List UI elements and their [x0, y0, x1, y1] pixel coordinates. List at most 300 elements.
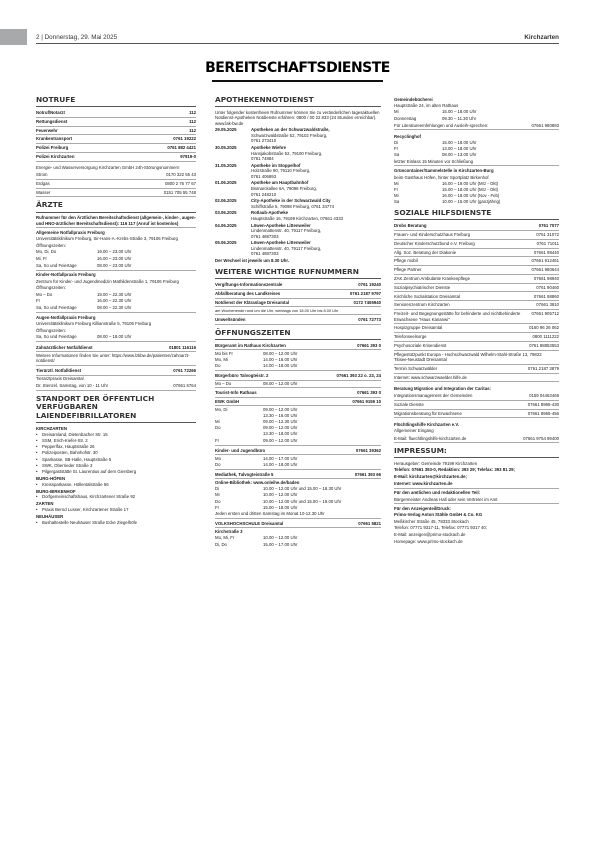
info-row	[394, 249, 559, 258]
defi-location: • Polizeiposten, Bahnhofstr. 30	[36, 450, 196, 456]
time-hours: 10.00 – 15.00 Uhr (ganzjährig)	[442, 199, 501, 205]
time-day: Do	[215, 425, 221, 431]
tier-doc-row: Dr. Stenzel, Samstag, von 10 - 11 Uhr 07661 5764	[36, 382, 196, 391]
impressum-verant: Für den amtlichen und redaktionellen Teil:	[394, 490, 481, 496]
augen-oz: Öffnungszeiten:	[36, 327, 67, 333]
oeffnung-heading: ÖFFNUNGSZEITEN	[215, 329, 381, 340]
info-row	[394, 266, 559, 275]
vhs-times	[215, 535, 381, 547]
row-value: 0761 882 4421	[167, 145, 196, 151]
defi-heading: STANDORT DER ÖFFENTLICH VERFÜGBAREN LAIENDEFIBRILLATOREN	[36, 395, 196, 423]
row-value	[555, 375, 559, 381]
info-row	[394, 231, 559, 240]
time-hours: 13.30 – 18.00 Uhr	[263, 431, 298, 437]
apotheke-line: Schiffstraße 5, 79098 Freiburg, 0761 34774	[251, 203, 335, 209]
row-label: Pflege mobil	[394, 258, 418, 264]
time-day: Di	[215, 486, 220, 492]
time-row	[36, 305, 196, 312]
time-hours: 14.00 – 17.00 Uhr	[263, 455, 298, 461]
row-label: Pflegestützpunkt Europa - Hochschwarzwald Wilhelm-Stahl-Straße 13, 79822 Titisee-Neustadt Dreisamtal	[394, 351, 542, 363]
info-row	[36, 153, 196, 162]
info-row	[394, 392, 559, 401]
apotheke-details	[251, 163, 381, 180]
row-label: Rettungsdienst	[36, 118, 68, 124]
time-day: Mo, Mi	[215, 356, 228, 362]
time-hours: 09.00 – 12.00 Uhr	[263, 425, 298, 431]
gruen-times	[394, 181, 559, 206]
time-hours: 19.00 – 23.00 Uhr	[97, 249, 132, 255]
row-label: Vergiftungs-Informationszentrale	[215, 282, 283, 288]
buerger2-time: Mo – Do 08.00 – 12.00 Uhr	[215, 381, 381, 388]
apotheke-date: 30.05.2025	[215, 144, 237, 150]
time-hours: 14.00 – 16.00 Uhr	[263, 356, 298, 362]
time-day: Donnerstag	[394, 115, 417, 121]
apotheke-date: 31.05.2025	[215, 162, 237, 168]
info-row	[394, 257, 559, 266]
row-label: Polizei Freiburg	[36, 145, 69, 151]
impressum-line: E-Mail: kirchzarten@kirchzarten.de;	[394, 473, 467, 479]
verlag-line: Homepage: www.primo-stockach.de	[394, 538, 463, 544]
kinder-oz: Öffnungszeiten:	[36, 285, 67, 291]
verlag-lines	[394, 505, 559, 544]
apotheken-note: Der Wechsel ist jeweils um 8.30 Uhr.	[215, 257, 289, 263]
notrufe-heading: NOTRUFE	[36, 96, 196, 107]
row-label: Wasser	[36, 189, 51, 195]
apotheke-line: City-Apotheke in der Schwarzwald City	[251, 198, 331, 204]
apotheke-line: Apotheke im Stoppelhof	[251, 162, 301, 168]
tier-row: Tierärztl. Notfalldienst 0761 72266	[36, 367, 196, 376]
impressum-lines	[394, 460, 559, 488]
gemeinde-tel-row: Für Literatureemfehlungen und Ausleih-sprechen: 07661 980893	[394, 122, 559, 131]
time-hours: 10.00 – 12.00 Uhr und 15.00 – 18.30 Uhr	[263, 486, 342, 492]
row-label: Hospizgruppe Dreisamtal	[394, 325, 443, 331]
time-hours: 15.00 – 17.00 Uhr	[263, 541, 298, 547]
page-info: 2 | Donnerstag, 29. Mai 2025	[36, 34, 118, 41]
aerzte-intro: Rufnummer für den Ärztlichen Bereitschaftsdienst (allgemein-, kinder-, augen- und HNO-ärztlicher Bereitschaftsdienst): 116 117 (Anruf ist kostenlos)	[36, 215, 196, 229]
time-hours: 13.00 – 18.00 Uhr	[442, 146, 477, 152]
apotheke-line: Apotheken an der Schwarzwaldstraße,	[251, 127, 330, 133]
row-label: Allg. Soz. Beratung der Diakonie	[394, 249, 457, 255]
row-label: Notruf/Notarzt	[36, 110, 65, 116]
defi-group-name: BURG-BIRKENHOF	[36, 488, 76, 494]
allg-oz: Öffnungszeiten:	[36, 242, 67, 248]
flucht-mail-row: E-Mail: fluechtlingshilfe-kirchzarten.de 07661 9754 99400	[394, 435, 559, 444]
page-header	[0, 29, 595, 45]
info-row	[394, 401, 559, 410]
row-value: 07661 98440	[533, 249, 559, 255]
info-row	[394, 324, 559, 333]
row-value: 0800 2 76 77 67	[164, 181, 196, 187]
info-row	[36, 118, 196, 127]
apotheke-date: 05.06.2025	[215, 240, 237, 246]
bib-note: Jeden ersten und dritten Samstag im Monat 10-12.30 Uhr	[215, 511, 381, 519]
info-row	[394, 310, 559, 324]
time-hours: 15.00 – 18.00 Uhr (Mrz - Okt)	[442, 187, 499, 193]
time-hours: 15.00 – 18.00 Uhr	[442, 109, 477, 115]
migration-list	[394, 392, 559, 418]
row-value: 97919-0	[180, 153, 196, 159]
apotheke-date: 04.06.2025	[215, 222, 237, 228]
kinder-title: Kinder-Notfallpraxis Freiburg	[36, 272, 96, 278]
time-hours: 08.00 – 12.00 Uhr	[263, 350, 298, 356]
defi-group-name: ZARTEN	[36, 501, 54, 507]
time-day: Mo bis Fr	[215, 350, 233, 356]
apotheke-line: 0761 273410	[251, 138, 277, 144]
info-row	[36, 180, 196, 189]
page-title: BEREITSCHAFTSDIENSTE	[205, 60, 390, 76]
time-row	[215, 363, 381, 369]
kinderbuero-times	[215, 455, 381, 469]
row-label: Krankentransport	[36, 136, 73, 142]
row-label: Termin Schwarzwälder	[394, 366, 438, 372]
column-right	[394, 96, 559, 545]
defi-group-name: KIRCHZARTEN	[36, 425, 68, 431]
time-hours: 09.00 – 12.30 Uhr	[263, 419, 298, 425]
gemeinde-address: Hauptstraße 24, im alten Rathaus	[394, 103, 459, 109]
row-label: Frauen- und Kinderschutzhaus Freiburg	[394, 232, 470, 238]
apotheke-line: Hauptstraße 16, 79199 Kirchzarten, 07661 4333	[251, 215, 343, 221]
recycling-note: letzter Einlass 15 Minuten vor Schließung	[394, 158, 559, 166]
defi-location: • Pilgergaststätte St. Laurentius auf dem Giersberg	[36, 469, 196, 475]
kinder-address: Zentrum für Kinder- und Jugendmedizin Mathildenstraße 1, 79106 Freiburg	[36, 278, 179, 284]
augen-times	[36, 334, 196, 343]
info-row	[394, 240, 559, 249]
time-row	[36, 249, 196, 256]
apotheke-details	[251, 223, 381, 240]
apotheke-line: Lindenmattenstr. 40, 79117 Freiburg,	[251, 245, 322, 251]
augen-address: Universitätsklinikum Freiburg Killianstraße 5, 79106 Freiburg	[36, 321, 152, 327]
notrufe-list	[36, 109, 196, 162]
row-label: ZAK Zentrum Ambulante Krankenpflege	[394, 275, 470, 281]
kinderbuero-row: Kinder- und Jugendbüro 07661 39362	[215, 447, 381, 456]
apotheke-entry	[215, 144, 381, 162]
info-row	[36, 135, 196, 144]
apotheken-intro: Unter folgender kostenfreien Rufnummer können Sie zu veränderlichen tagesaktuellen Notdienst-Apotheken Notdienste erfahren: 0800 / 00 22 833 (24 Stunden erreichbar). www.lak-bw.de	[215, 109, 380, 126]
info-row	[394, 365, 559, 374]
gemeinde-times	[394, 109, 559, 121]
time-hours: 09.00 – 12.00 Uhr	[263, 406, 298, 412]
apotheke-details	[251, 198, 381, 209]
row-value: 112	[189, 110, 196, 116]
row-value	[555, 352, 559, 363]
time-row	[36, 262, 196, 269]
time-row	[36, 298, 196, 305]
gemeinde-title: Gemeindebücherei	[394, 96, 433, 102]
time-hours: 08.00 – 23.00 Uhr	[97, 262, 132, 268]
row-value: 07661 3910	[536, 302, 559, 308]
info-row	[394, 342, 559, 351]
apotheke-line: 0761 4887303	[251, 233, 279, 239]
row-value: 0761 88853553	[529, 342, 559, 348]
apotheke-line: Apotheke am Hauptbahnhof	[251, 180, 309, 186]
time-day: Di	[394, 140, 399, 146]
flucht-sub: Allgemeiner Eingang	[394, 428, 434, 434]
defi-list	[36, 425, 196, 526]
time-day: Mi	[394, 193, 399, 199]
bib-times	[215, 486, 381, 511]
time-row	[36, 255, 196, 262]
row-value: 0160 96 26 062	[529, 325, 559, 331]
apotheke-line: Löwen-Apotheke Littenweiler	[251, 222, 311, 228]
apotheke-line: Schwarzwaldstraße 52, 79102 Freiburg,	[251, 132, 328, 138]
time-row	[394, 199, 559, 205]
gruen-title: Grüncontainer/Sammelstelle in Kirchzarten-Burg	[394, 167, 494, 173]
defi-location: • Dorfgemeinschaftshaus, Kirchzartener Straße 92	[36, 494, 196, 500]
time-day: Sa, So und Feiertage	[36, 305, 77, 311]
apotheke-line: 0761 248210	[251, 191, 277, 197]
time-day: Mo, Mi, Fr	[215, 535, 235, 541]
info-row	[394, 351, 559, 365]
time-hours: 09.30 – 11.30 Uhr	[442, 115, 477, 121]
apotheke-line: 0761 4887303	[251, 251, 279, 257]
town-name: Kirchzarten	[524, 34, 559, 41]
time-day: Fr	[394, 187, 399, 193]
row-value: 0761 71011	[536, 240, 559, 246]
time-day: Fr	[36, 298, 41, 304]
defi-location: • SWK, Oberrieder Straße 3	[36, 462, 196, 468]
migration-title: Beratung Migration und Integration der Caritas:	[394, 385, 491, 391]
allg-times	[36, 249, 196, 271]
time-hours: 16.00 – 19.00 Uhr (Mrz - Okt)	[442, 180, 499, 186]
umwelt-row: Umweltsünden 0761 72773	[215, 316, 381, 325]
vhs-row: VOLKSHOCHSCHULE Dreisamtal 07661 5821	[215, 520, 381, 529]
time-hours: 14.00 – 18.00 Uhr	[263, 461, 298, 467]
flucht-title: Flüchtlingshilfe Kirchzarten e.V.	[394, 421, 460, 427]
time-day	[215, 431, 263, 437]
row-value: 0761 19240	[358, 282, 381, 288]
info-row	[36, 171, 196, 180]
row-value: 07661 98940	[533, 275, 559, 281]
bib-row: Mediathek, Talvogteistraße 5 07661 393 66	[215, 471, 381, 480]
time-hours: 14.00 – 18.00 Uhr	[263, 363, 298, 369]
apotheke-details	[251, 127, 381, 144]
row-value: 07661 8965-456	[527, 410, 559, 416]
time-day: Mo	[215, 455, 221, 461]
apotheke-line: Hansjakobstraße 52, 79100 Freiburg,	[251, 150, 323, 156]
info-row	[215, 281, 381, 290]
apotheke-line: 0761 406993	[251, 173, 277, 179]
allg-address: Universitätsklinikum Freiburg, Sir-Hans-A.-Krebs-Straße 3, 79106 Freiburg	[36, 236, 178, 242]
info-row	[394, 292, 559, 301]
row-value: 07661 98860	[533, 293, 559, 299]
info-row	[394, 222, 559, 231]
weitere-note: am Wochenende rund um die Uhr, werktags von 18.00 Uhr bis 8.00 Uhr	[215, 307, 381, 315]
tier-place: Tierarztpraxis Dreisamtal	[36, 376, 84, 382]
row-label: Strom	[36, 172, 48, 178]
bib-online[interactable]: Online-Bibliothek: www.onleihe.de/baden	[215, 479, 300, 485]
time-hours: 10.00 – 12.00 Uhr	[263, 492, 298, 498]
column-left	[36, 96, 196, 526]
impressum-line: Internet: www.kirchzarten.de	[394, 480, 453, 486]
time-row	[215, 437, 381, 443]
row-label: Feuerwehr	[36, 127, 58, 133]
apotheke-date: 02.06.2025	[215, 198, 237, 204]
energie-list	[36, 171, 196, 197]
zahn-info[interactable]: Weitere Informationen finden Sie unter: https://www.lzkbw.de/patienten/zahnarzt-notdienst/	[36, 352, 196, 366]
verlag-line: E-Mail: anzeigen@primo-stockach.de	[394, 532, 466, 538]
time-day	[215, 413, 263, 419]
row-value: 0172 7455940	[353, 299, 381, 305]
info-row	[36, 109, 196, 118]
buerger-times	[215, 350, 381, 371]
apotheke-line: Rotlaub-Apotheke	[251, 210, 288, 216]
apotheke-entry	[215, 222, 381, 240]
buerger-row: Bürgeramt im Rathaus Kirchzarten 07661 393 0	[215, 342, 381, 351]
time-row	[36, 291, 196, 298]
row-label: Internet: www.schwarzwaelder.hilfe.de	[394, 374, 467, 380]
time-row	[215, 461, 381, 467]
apotheke-line: Lindenmattenstr. 40, 79117 Freiburg,	[251, 228, 322, 234]
row-label: Integrationsmanagement der Gemeinden	[394, 393, 473, 399]
time-day: Fr	[394, 146, 399, 152]
verlag-line: Meßkircher Straße 45, 78333 Stockach	[394, 518, 469, 524]
buerger2-row: Bürgerbüro Talvogteistr. 2 07661 393 22 o. 23, 24	[215, 372, 381, 381]
apotheke-details	[251, 240, 381, 257]
time-hours: 10.00 – 12.00 Uhr	[263, 535, 298, 541]
impressum-line: Herausgeber: Gemeinde 79199 Kirchzarten	[394, 460, 478, 466]
time-day: Sa	[394, 152, 400, 158]
weitere-heading: WEITERE WICHTIGE RUFNUMMERN	[215, 268, 381, 279]
apotheke-entry	[215, 198, 381, 210]
time-day: Sa, So und Feiertage	[36, 334, 77, 340]
time-hours: 10.00 – 12.00 Uhr und 15.00 – 19.00 Uhr	[263, 498, 342, 504]
allg-title: Allgemeine Notfallpraxis Freiburg	[36, 229, 105, 235]
apotheke-line: 0761 74884	[251, 156, 274, 162]
gruen-address: beim Gasthaus Höfen, hinter Sportplatz Birkenhof	[394, 174, 489, 180]
time-day: Fr	[215, 437, 220, 443]
apotheken-list	[215, 127, 381, 258]
apotheke-entry	[215, 180, 381, 198]
info-row	[394, 275, 559, 284]
defi-location: • Kreissparkasse, Höllentalstraße 56	[36, 481, 196, 487]
time-day: Mo, Di, Do	[36, 249, 57, 255]
time-hours: 16.00 – 18.00 Uhr (Nov - Feb)	[442, 193, 500, 199]
time-day: Do	[215, 498, 221, 504]
column-middle	[215, 96, 381, 547]
soziale-list	[394, 222, 559, 382]
row-label: Abfallberatung des Landkreises	[215, 290, 281, 296]
apotheke-date: 01.06.2025	[215, 180, 237, 186]
defi-location: • SSM, Erich-Kiefer-Str. 2	[36, 438, 196, 444]
defi-location: • Bushaltestelle Neuhäuser Straße Ecke Ziegelhöfe	[36, 520, 196, 526]
info-row	[36, 127, 196, 136]
time-day: Sa	[394, 199, 400, 205]
apotheke-date: 03.06.2025	[215, 210, 237, 216]
row-label: Migrationsberatung für Erwachsene	[394, 410, 462, 416]
row-value: 0159 04463469	[529, 393, 559, 399]
time-day: Mo – Do	[36, 291, 53, 297]
row-label: Telefonseelsorge	[394, 334, 427, 340]
ewk-times	[215, 406, 381, 445]
row-label: Notdienst der Kläranlage Dreisamtal	[215, 299, 290, 305]
row-value: 112	[189, 118, 196, 124]
time-day: Mi	[394, 109, 399, 115]
time-hours: 09.00 – 12.00 Uhr	[263, 437, 298, 443]
time-day: Sa, So und Feiertage	[36, 262, 77, 268]
time-day: Do	[215, 363, 221, 369]
title-underline	[212, 80, 383, 82]
time-day: Mo, Di	[215, 406, 228, 412]
apotheke-entry	[215, 240, 381, 258]
zahn-row: Zahnärztlicher Notfalldienst 01801 116116	[36, 343, 196, 352]
verlag-line: Für den Anzeigenteil/Druck:	[394, 505, 451, 511]
row-label: Kirchliche Sozialstation Dreisamtal	[394, 293, 460, 299]
apotheke-entry	[215, 127, 381, 145]
row-label: Soziale Dienste	[394, 401, 424, 407]
time-hours: 08.00 – 22.30 Uhr	[97, 305, 132, 311]
time-hours: 15.00 – 18.00 Uhr	[263, 504, 298, 510]
time-day: Mi	[215, 419, 220, 425]
info-row	[394, 301, 559, 310]
time-hours: 19.00 – 22.30 Uhr	[97, 291, 132, 297]
row-value: 0761 7077	[538, 223, 559, 229]
time-day: Fr	[215, 504, 220, 510]
row-value: 07661 912461	[531, 258, 559, 264]
apotheke-line: Bismarckallee 6A, 79098 Freiburg,	[251, 186, 317, 192]
row-value: 0800 1111222	[532, 334, 559, 340]
time-hours: 16.00 – 22.30 Uhr	[97, 298, 132, 304]
row-value: 0761 31072	[536, 232, 559, 238]
time-row	[36, 334, 196, 341]
row-value: 0761 2187 3879	[527, 366, 559, 372]
recycling-times	[394, 140, 559, 159]
weitere-list	[215, 281, 381, 307]
info-row	[394, 410, 559, 419]
row-value: 07661 980644	[531, 267, 559, 273]
recycling-title: Recyclinghof	[394, 133, 421, 139]
row-label: Deutscher Kinderschutzbund e.V. Freiburg	[394, 240, 475, 246]
time-hours: 08.00 – 13.00 Uhr	[442, 152, 477, 158]
time-hours: 16.00 – 23.00 Uhr	[97, 255, 132, 261]
time-row	[215, 541, 381, 547]
apotheke-details	[251, 210, 381, 221]
tourist-row: Tourist-Info Rathaus 07661 393 0	[215, 389, 381, 398]
info-row	[394, 374, 559, 383]
aerzte-heading: ÄRZTE	[36, 201, 196, 212]
apotheke-line: Apotheke Wiehre	[251, 144, 287, 150]
defi-group-name: BURG-HÖFEN	[36, 475, 66, 481]
energie-title: Energie- und Wasserversorgung Kirchzarten GmbH 24h-Störungsnummern	[36, 165, 180, 171]
row-label: Freizeit- und Begegnungsstätte für behinderte und nichtbehinderte Erwachsene "Haus Kananwi"	[394, 311, 521, 322]
apotheke-date: 29.05.2025	[215, 127, 237, 133]
time-day: Do	[215, 461, 221, 467]
verlag-line: Primo-Verlag Anton Stähle GmbH & Co. KG	[394, 512, 483, 518]
info-row	[215, 290, 381, 299]
page-tab-marker	[0, 29, 27, 45]
time-hours: 08.00 – 18.00 Uhr	[97, 334, 132, 340]
ewk-row: EWK GmbH 07661 9159 10	[215, 398, 381, 407]
row-label: Drobs Beratung	[394, 223, 427, 229]
info-row	[394, 284, 559, 293]
apotheke-entry	[215, 162, 381, 180]
row-label: Polizei Kirchzarten	[36, 153, 75, 159]
row-value: 07661 905712	[531, 311, 559, 317]
row-label: Seniorenzentrum Kirchzarten	[394, 302, 450, 308]
soziale-heading: SOZIALE HILFSDIENSTE	[394, 209, 559, 220]
impressum-heading: IMPRESSUM:	[394, 447, 559, 458]
apotheke-line: Holzstraße 90, 79110 Freiburg,	[251, 168, 311, 174]
info-row	[36, 144, 196, 153]
time-day: Di, Do	[215, 541, 227, 547]
augen-title: Augen-Notfallpraxis Freiburg	[36, 314, 96, 320]
time-day: Mi, Fr	[36, 255, 47, 261]
info-row	[215, 299, 381, 308]
time-hours: 13.30 – 16.00 Uhr	[263, 412, 298, 418]
time-hours: 15.00 – 18.00 Uhr	[442, 140, 477, 146]
apotheke-entry	[215, 210, 381, 222]
time-day: Mi	[215, 492, 220, 498]
info-row	[36, 189, 196, 198]
